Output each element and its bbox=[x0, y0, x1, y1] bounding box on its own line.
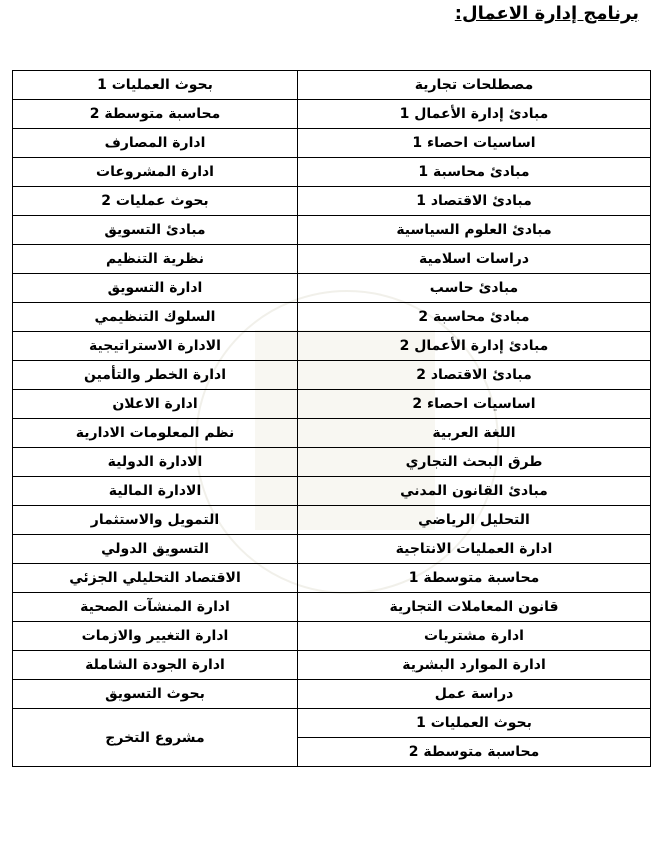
course-cell-left: ادارة المشروعات bbox=[13, 158, 298, 187]
course-cell-left: الادارة الاستراتيجية bbox=[13, 332, 298, 361]
courses-table bbox=[12, 70, 651, 767]
course-cell-right: قانون المعاملات التجارية bbox=[298, 593, 651, 622]
course-cell-right: مبادئ محاسبة 2 bbox=[298, 303, 651, 332]
table-row bbox=[13, 187, 651, 216]
course-cell-right: مبادئ إدارة الأعمال 2 bbox=[298, 332, 651, 361]
course-cell-left: السلوك التنظيمي bbox=[13, 303, 298, 332]
course-cell-left: ادارة الخطر والتأمين bbox=[13, 361, 298, 390]
course-cell-left: مبادئ التسويق bbox=[13, 216, 298, 245]
course-cell-right: محاسبة متوسطة 2 bbox=[298, 738, 651, 767]
table-row bbox=[13, 564, 651, 593]
course-cell-left: ادارة المنشآت الصحية bbox=[13, 593, 298, 622]
table-row bbox=[13, 274, 651, 303]
course-cell-right: اساسيات احصاء 2 bbox=[298, 390, 651, 419]
course-cell-right: ادارة مشتريات bbox=[298, 622, 651, 651]
table-row bbox=[13, 390, 651, 419]
course-cell-left: ادارة المصارف bbox=[13, 129, 298, 158]
course-cell-left: نظرية التنظيم bbox=[13, 245, 298, 274]
course-cell-left: الاقتصاد التحليلي الجزئي bbox=[13, 564, 298, 593]
course-cell-left: التسويق الدولي bbox=[13, 535, 298, 564]
course-cell-left: بحوث العمليات 1 bbox=[13, 71, 298, 100]
course-cell-right: طرق البحث التجاري bbox=[298, 448, 651, 477]
table-row bbox=[13, 535, 651, 564]
graduation-project-cell: مشروع التخرج bbox=[13, 709, 298, 767]
course-cell-right: دراسات اسلامية bbox=[298, 245, 651, 274]
course-cell-left: ادارة التسويق bbox=[13, 274, 298, 303]
course-cell-right: مبادئ العلوم السياسية bbox=[298, 216, 651, 245]
course-cell-right: مبادئ الاقتصاد 1 bbox=[298, 187, 651, 216]
course-cell-left: بحوث التسويق bbox=[13, 680, 298, 709]
course-cell-right: مبادئ محاسبة 1 bbox=[298, 158, 651, 187]
table-row bbox=[13, 680, 651, 709]
table-row bbox=[13, 709, 651, 738]
table-row bbox=[13, 158, 651, 187]
table-row bbox=[13, 419, 651, 448]
table-row bbox=[13, 100, 651, 129]
course-cell-right: مبادئ الاقتصاد 2 bbox=[298, 361, 651, 390]
course-cell-right: التحليل الرياضي bbox=[298, 506, 651, 535]
course-cell-right: بحوث العمليات 1 bbox=[298, 709, 651, 738]
table-row bbox=[13, 651, 651, 680]
course-cell-left: التمويل والاستثمار bbox=[13, 506, 298, 535]
course-cell-left: الادارة الدولية bbox=[13, 448, 298, 477]
course-cell-left: نظم المعلومات الادارية bbox=[13, 419, 298, 448]
table-row bbox=[13, 506, 651, 535]
course-cell-left: ادارة الاعلان bbox=[13, 390, 298, 419]
courses-table-body bbox=[13, 71, 651, 767]
course-cell-right: اللغة العربية bbox=[298, 419, 651, 448]
page-title: برنامج إدارة الاعمال: bbox=[454, 3, 639, 24]
table-row bbox=[13, 245, 651, 274]
course-cell-right: مبادئ القانون المدني bbox=[298, 477, 651, 506]
course-cell-left: بحوث عمليات 2 bbox=[13, 187, 298, 216]
table-row bbox=[13, 622, 651, 651]
course-cell-right: محاسبة متوسطة 1 bbox=[298, 564, 651, 593]
table-row bbox=[13, 593, 651, 622]
table-row bbox=[13, 303, 651, 332]
table-row bbox=[13, 477, 651, 506]
course-cell-right: مبادئ إدارة الأعمال 1 bbox=[298, 100, 651, 129]
table-row bbox=[13, 216, 651, 245]
course-cell-right: دراسة عمل bbox=[298, 680, 651, 709]
course-cell-right: اساسيات احصاء 1 bbox=[298, 129, 651, 158]
table-row bbox=[13, 332, 651, 361]
table-row bbox=[13, 361, 651, 390]
course-cell-left: ادارة التغيير والازمات bbox=[13, 622, 298, 651]
course-cell-left: محاسبة متوسطة 2 bbox=[13, 100, 298, 129]
course-cell-right: ادارة الموارد البشرية bbox=[298, 651, 651, 680]
course-cell-right: ادارة العمليات الانتاجية bbox=[298, 535, 651, 564]
course-cell-right: مصطلحات تجارية bbox=[298, 71, 651, 100]
table-row bbox=[13, 448, 651, 477]
table-row bbox=[13, 129, 651, 158]
course-cell-left: ادارة الجودة الشاملة bbox=[13, 651, 298, 680]
course-cell-left: الادارة المالية bbox=[13, 477, 298, 506]
table-row bbox=[13, 71, 651, 100]
course-cell-right: مبادئ حاسب bbox=[298, 274, 651, 303]
